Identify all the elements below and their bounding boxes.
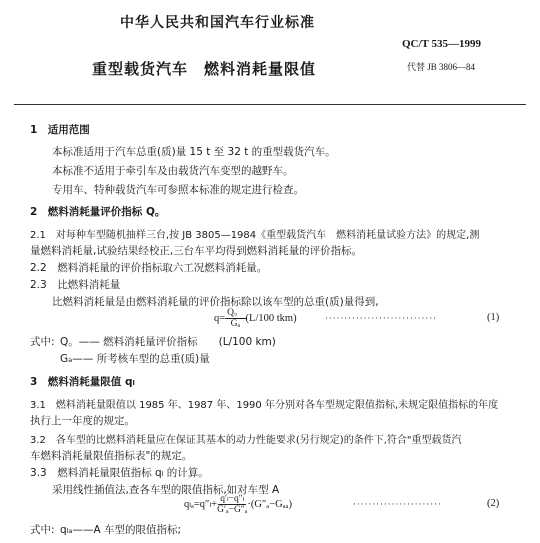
section1-heading: 1 适用范围 [30, 124, 90, 136]
formula-2-denominator: G′ₐ−G″ₐ [217, 505, 248, 515]
formula-2 [184, 494, 292, 515]
formula-2-lhs: qₗₐ=q″ₗ+ [184, 498, 218, 510]
clause-3-2: 3.2 各车型的比燃料消耗量应在保证其基本的动力性能要求(另行规定)的条件下,符合"重型载货汽 [30, 435, 462, 446]
formula-1-denominator: Gₐ [230, 319, 241, 329]
formula-1-number: (1) [487, 312, 500, 323]
section1-paragraph: 本标准适用于汽车总重(质)量 15 t 至 32 t 的重型载货汽车。 [52, 146, 336, 158]
where-item: Q。—— 燃料消耗量评价指标 (L/100 km) [60, 336, 276, 348]
section2-heading: 2 燃料消耗量评价指标 Q。 [30, 206, 166, 218]
where-item: Gₐ—— 所考核车型的总重(质)量 [60, 353, 210, 365]
clause-3-2-cont: 车燃料消耗量限值指标表"的规定。 [30, 450, 193, 462]
standard-number: QC/T 535—1999 [402, 38, 481, 50]
where-item: qₗₐ——A 车型的限值指标; [60, 524, 182, 536]
formula-1-unit: (L/100 tkm) [245, 312, 297, 324]
clause-3-1: 3.1 燃料消耗量限值以 1985 年、1987 年、1990 年分别对各车型规定限值指标,未规定限值指标的年度 [30, 400, 499, 411]
formula-1 [214, 308, 297, 329]
formula-2-number: (2) [487, 498, 500, 509]
formula-2-numerator: q′ₗ−q″ₗ [220, 494, 245, 504]
section1-paragraph: 专用车、特种载货汽车可参照本标准的规定进行检查。 [52, 184, 304, 196]
formula-2-leader: ······················· [353, 500, 442, 510]
header-rule [14, 104, 526, 105]
formula-2-rest: ·(G″ₐ−Gₐₐ) [247, 498, 292, 510]
formula-1-fraction [225, 308, 245, 329]
standard-category: 中华人民共和国汽车行业标准 [120, 15, 315, 31]
clause-2-3-heading: 2.3 比燃料消耗量 [30, 279, 121, 291]
section1-paragraph: 本标准不适用于牵引车及由载货汽车变型的越野车。 [52, 165, 294, 177]
clause-3-3-heading: 3.3 燃料消耗量限值指标 qₗ 的计算。 [30, 467, 209, 479]
section3-heading: 3 燃料消耗量限值 qₗ [30, 376, 135, 388]
where-label: 式中: [30, 524, 55, 536]
clause-2-1-cont: 量燃料消耗量,试验结果经校正,三台车平均得到燃料消耗量的评价指标。 [30, 245, 363, 257]
clause-2-3-text: 比燃料消耗量是由燃料消耗量的评价指标除以该车型的总重(质)量得到, [52, 296, 379, 308]
clause-3-3-text: 采用线性插值法,查各车型的限值指标,如对车型 A [52, 484, 280, 496]
formula-2-fraction [217, 494, 247, 515]
page-title: 重型载货汽车 燃料消耗量限值 [92, 60, 317, 78]
replaces-note: 代替 JB 3806—84 [407, 62, 476, 72]
clause-2-1: 2.1 对每种车型随机抽样三台,按 JB 3805—1984《重型载货汽车 燃料消耗量试验方法》的规定,测 [30, 230, 480, 241]
clause-2-2: 2.2 燃料消耗量的评价指标取六工况燃料消耗量。 [30, 262, 268, 274]
formula-1-numerator: Q。 [227, 308, 244, 318]
formula-1-leader: ····························· [325, 314, 437, 324]
where-label: 式中: [30, 336, 55, 348]
formula-1-lhs: q= [214, 312, 226, 324]
clause-3-1-cont: 执行上一年度的规定。 [30, 415, 135, 427]
